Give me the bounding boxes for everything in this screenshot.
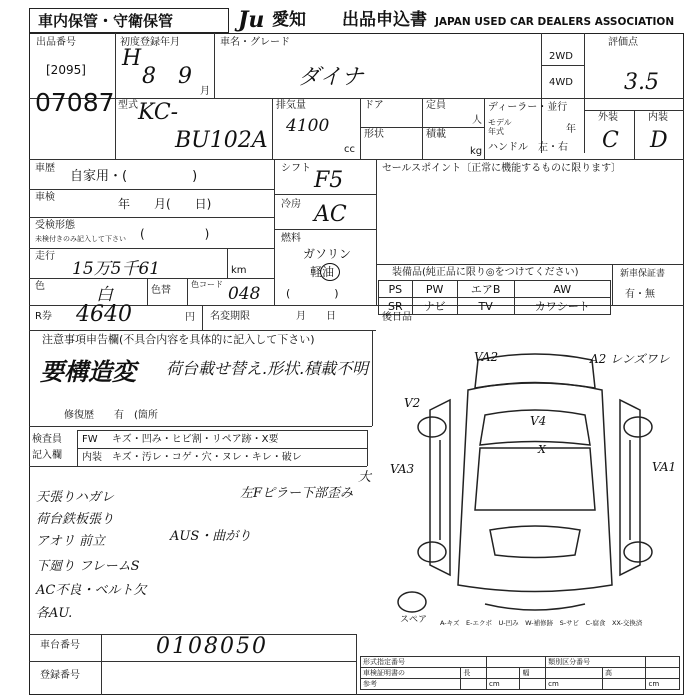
history-value: 自家用・( ) [70,169,198,184]
drive-4wd: 4WD [549,77,573,88]
spare-tire [398,592,426,612]
spec-blank [520,679,546,690]
spec-unit: cm [546,679,603,690]
equip-pw[interactable]: PW [412,281,457,298]
inspection-row2: キズ・汚レ・コゲ・穴・ヌレ・キレ・破レ [112,452,302,463]
registration-label: 初度登録年月 [120,37,180,48]
registration-year: 8 [142,64,156,89]
equip-sr[interactable]: SR [379,298,413,315]
divider [147,278,148,305]
inspector-note: AC不良・ベルト欠 [36,583,147,598]
diagram-mark-a2: A2 レンズワレ [590,352,670,366]
exterior-score: C [602,128,619,153]
divider [376,264,684,265]
divider [29,248,274,249]
mileage-value: 15万5千61 [72,259,161,279]
spec-type-label: 形式指定番号 [361,657,487,668]
diagram-mark-x: X [538,443,546,456]
divider [274,194,376,195]
doors-label: ドア [364,100,384,111]
fuel-other: ( ) [286,287,339,300]
divider [227,248,228,278]
model-name-label: 車名・グレード [220,37,290,48]
sales-point-label: セールスポイント〔正常に機能するものに限ります〕 [382,163,622,174]
divider [214,33,215,98]
diagram-mark-v2: V2 [404,396,421,410]
lot-number: 07087 [35,88,115,117]
divider [372,330,373,426]
recycle-value: 4640 [76,302,132,327]
divider [367,430,368,466]
spec-blank [646,668,680,679]
history-label: 車歴 [35,163,55,174]
divider [29,159,684,160]
divider [360,98,361,159]
chassis-label: 車台番号 [40,640,80,651]
divider [187,278,188,305]
inspector-note: 荷台鉄板張り [36,512,115,527]
displacement-label: 排気量 [276,100,306,111]
registration-month: 9 [178,64,192,89]
equip-ps[interactable]: PS [379,281,413,298]
shift-label: シフト [281,163,311,174]
spec-blank [602,679,646,690]
storage-label: 車内保管・守衛保管 [38,12,174,30]
after-fit-label: 後日品 [382,312,412,323]
fuel-gasoline: ガソリン [303,247,352,261]
wheel-rl [418,542,446,562]
spec-class-label: 類別区分番号 [546,657,646,668]
inspector-note-right: AUS・曲がり [170,529,252,544]
chassis-number: 0108050 [156,634,268,659]
month-unit: 月 [200,86,210,97]
mileage-label: 走行 [35,251,55,262]
divider [360,127,484,128]
recycle-unit: 円 [185,312,195,323]
spec-unit: cm [487,679,520,690]
spec-blank [487,657,546,668]
wheel-fl [418,417,446,437]
inspection-row1-head: FW [82,434,98,445]
divider [115,33,116,159]
divider [356,634,357,695]
divider [274,229,376,230]
handle-label: ハンドル 左・右 [488,142,568,153]
divider [541,65,584,66]
logo-mark: Ju [238,7,265,33]
registration-era: H [122,46,142,71]
notes-line1: 要構造変 [40,357,136,386]
divider [584,33,585,153]
equip-navi[interactable]: ナビ [412,298,457,315]
displacement-unit: cc [344,144,355,155]
divider [77,430,367,431]
spec-height-label: 高 [602,668,646,679]
inspector-note: アオリ 前立 [36,534,106,549]
divider [77,448,367,449]
name-change-unit: 月 日 [296,311,336,322]
ac-label: 冷房 [281,199,301,210]
equipment-label: 装備品(純正品に限り◎をつけてください) [392,267,579,278]
divider [484,98,485,159]
inspector-note-right: 左Fピラー下部歪み [240,486,354,501]
brand-name: 愛知 [272,10,306,30]
divider [29,426,372,427]
repair-value: 有 (箇所 [114,410,158,421]
diagram-mark-va1: VA1 [652,460,677,474]
ac-value: AC [314,202,347,227]
inspection-row1: キズ・凹み・ヒビ割・リペア跡・X要 [112,434,279,445]
divider [612,264,613,305]
score-value: 3.5 [624,70,659,95]
divider [202,305,203,330]
inspector-note: 各AU. [36,606,73,621]
recycle-label: R券 [35,311,52,322]
receipt-value: ( ) [140,227,210,241]
spec-blank [487,668,520,679]
divider [29,98,684,99]
spec-blank [546,668,603,679]
divider [376,159,377,305]
spec-cert-label: 車検証明書の [361,668,461,679]
diesel-circle-mark [320,263,340,281]
mileage-unit: km [231,265,247,276]
divider [29,661,356,662]
spec-width-label: 幅 [520,668,546,679]
capacity-unit: 人 [472,115,482,126]
shape-label: 形状 [364,129,384,140]
wheel-rr [624,542,652,562]
spec-blank [646,657,680,668]
year-unit: 年 [566,124,576,135]
shaken-label: 車検 [35,192,55,203]
equip-tv[interactable]: TV [457,298,514,315]
model-name-value: ダイナ [298,65,364,90]
receipt-note: 未検付きのみ記入して下さい [35,235,126,243]
model-year-label: モデル 年式 [488,118,512,136]
equip-airbag[interactable]: エアB [457,281,514,298]
divider [541,33,542,153]
exterior-label: 外装 [598,112,618,123]
name-change-label: 名変期限 [210,311,250,322]
form-title: 出品申込書 [342,10,427,30]
wheel-fr [624,417,652,437]
spare-label: スペア [400,615,428,625]
spec-length-label: 長 [461,668,487,679]
association-name: JAPAN USED CAR DEALERS ASSOCIATION [435,16,675,28]
lot-label: 出品番号 [36,37,76,48]
diagram-mark-v4: V4 [530,414,547,428]
warranty-value: 有・無 [625,289,655,300]
entry-label: 記入欄 [32,450,62,461]
shift-value: F5 [314,168,344,193]
displacement-value: 4100 [286,116,330,136]
dealer-import: ディーラー・並行 [488,102,568,113]
receipt-label: 受検形態 [35,220,75,231]
color-code-label: 色コード [191,280,223,289]
interior-label: 内装 [648,112,668,123]
capacity-label: 定員 [426,100,446,111]
fuel-label: 燃料 [281,233,301,244]
equip-aw[interactable]: AW [514,281,610,298]
cabin [475,448,595,510]
divider [274,159,275,305]
repair-label: 修復歴 [64,410,94,421]
notes-label: 注意事項申告欄(不具合内容を具体的に記入して下さい) [42,333,315,346]
color-changed: 色替 [151,285,171,296]
color-value: 白 [96,285,113,305]
plate-label: 登録番号 [40,670,80,681]
inspection-row2-head: 内装 [82,452,102,463]
inspector-label: 検査員 [32,434,62,445]
interior-score: D [650,128,668,153]
lot-sub: [2095] [46,63,86,77]
shaken-value: 年 月( 日) [118,197,212,211]
fuel-diesel: 軽油 [310,265,335,279]
inspector-note: 下廻り フレームS [36,559,140,574]
score-label: 評価点 [608,37,638,48]
storage-badge [29,8,229,33]
color-code: 048 [228,284,261,304]
damage-legend: A-キズ E-エクボ U-凹み W-補修跡 S-サビ C-腐食 XX-交換済 [440,619,643,627]
type-line1: KC- [138,100,179,125]
front-bumper [485,604,585,610]
spec-blank [461,679,487,690]
spec-ref-label: 参考 [361,679,461,690]
drive-2wd: 2WD [549,51,573,62]
diagram-mark-large: 大 [358,470,372,485]
diagram-mark-va3: VA3 [390,462,415,476]
rear-window [490,526,580,558]
equip-leather[interactable]: カワシート [514,298,610,315]
divider [634,110,635,159]
inspector-note: 天張りハガレ [36,490,115,505]
type-line2: BU102A [175,128,268,153]
divider [29,189,274,190]
divider [422,98,423,159]
diagram-mark-va2: VA2 [474,350,499,364]
spec-unit: cm [646,679,680,690]
kg-unit: kg [470,146,483,157]
vehicle-diagram [390,340,680,630]
load-label: 積載 [426,129,446,140]
type-label: 型式 [118,100,138,111]
divider [29,330,376,331]
divider [29,217,274,218]
notes-line2: 荷台載せ替え.形状.積載不明 [166,359,369,378]
divider [101,634,102,695]
equipment-table [378,280,611,315]
spec-table [360,656,680,690]
color-label: 色 [35,281,45,292]
warranty-label: 新車保証書 [620,269,666,279]
divider [29,466,367,467]
divider [272,98,273,159]
